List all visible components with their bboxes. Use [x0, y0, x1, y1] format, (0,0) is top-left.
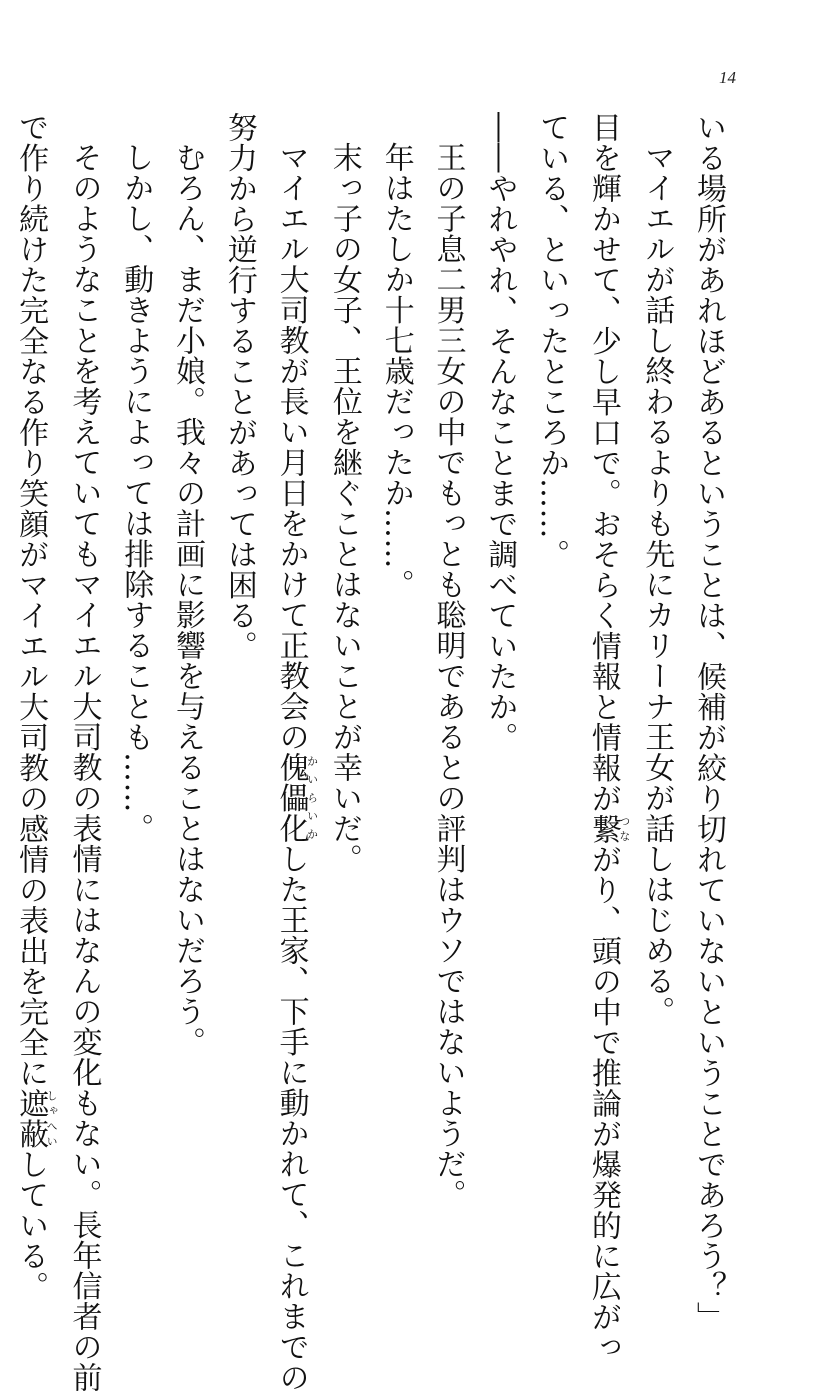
text-line: マイエルが話し終わるよりも先にカリーナ王女が話しはじめる。 [639, 142, 675, 1027]
text-line: 目を輝かせて、少し早口で。おそらく情報と情報が繋つながり、頭の中で推論が爆発的に広がっ [585, 112, 631, 1363]
text-line: しかし、動きようによっては排除することも……。 [118, 142, 154, 844]
ruby-annotation: 繋つな [585, 813, 631, 844]
ruby-annotation: 遮蔽しゃへい [13, 1088, 59, 1149]
text-line: で作り続けた完全なる作り笑顔がマイエル大司教の感情の表出を完全に遮蔽しゃへいしている。 [13, 112, 59, 1302]
text-line: 年はたしか十七歳だったか……。 [378, 142, 414, 600]
ruby-annotation: 傀儡化かいらいか [273, 752, 319, 844]
text-line: 末っ子の女子、王位を継ぐことはないことが幸いだ。 [326, 142, 362, 874]
text-line: マイエル大司教が長い月日をかけて正教会の傀儡化かいらいかした王家、下手に動かれて、これまでの [273, 142, 319, 1393]
text-line: ――やれやれ、そんなことまで調べていたか。 [482, 112, 518, 753]
text-line: そのようなことを考えていてもマイエル大司教の表情にはなんの変化もない。長年信者の前 [66, 142, 102, 1393]
text-line: 王の子息二男三女の中でもっとも聡明であるとの評判はウソではないようだ。 [430, 142, 466, 1210]
text-line: いる場所があれほどあるということは、候補が絞り切れていないということであろう？」 [691, 112, 726, 1332]
text-line: むろん、まだ小娘。我々の計画に影響を与えることはないだろう。 [170, 142, 206, 1057]
page-number: 14 [719, 68, 736, 87]
vertical-text-body [13, 112, 734, 1393]
text-line: 努力から逆行することがあっては困る。 [221, 112, 257, 661]
text-line: ている、といったところか……。 [534, 112, 570, 570]
